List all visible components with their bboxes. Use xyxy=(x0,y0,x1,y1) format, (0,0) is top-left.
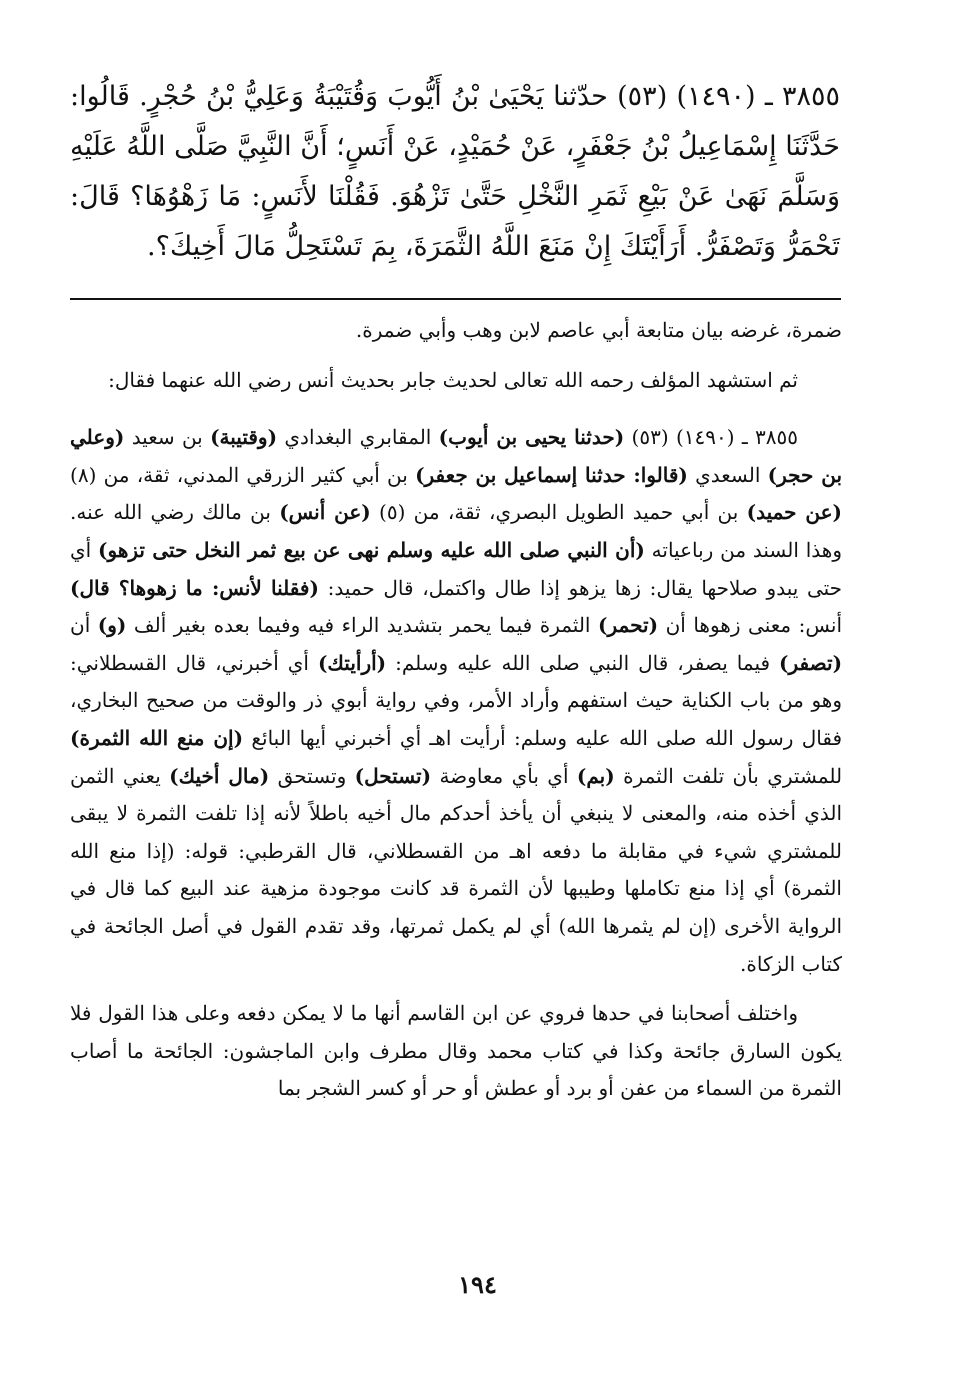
explanation-text: للمشتري بأن تلفت الثمرة xyxy=(623,763,843,788)
explanation-text: الثمرة فيما يحمر بتشديد الراء فيه وفيما بعده بغير ألف xyxy=(133,613,591,638)
explanation-text: بن أبي كثير الزرقي المدني، ثقة، من (٨) xyxy=(70,462,408,487)
quoted-text: (أن النبي صلى الله عليه وسلم نهى عن بيع ثمر النخل حتى تزهو) xyxy=(98,537,645,562)
hadith-text: ٣٨٥٥ ـ (١٤٩٠) (٥٣) حدّثنا يَحْيَىٰ بْنُ أَيُّوبَ وَقُتَيْبَةُ وَعَلِيُّ بْنُ حُجْرٍ. قَالُوا: حَدَّثَنَا إِسْمَاعِيلُ بْنُ جَعْفَرٍ، عَنْ حُمَيْدٍ، عَنْ أَنَسٍ؛ أَنَّ النَّبِيَّ صَلَّى اللَّهُ عَلَيْهِ وَسَلَّمَ نَهَىٰ عَنْ بَيْعِ ثَمَرِ النَّخْلِ حَتَّىٰ تَزْهُوَ. فَقُلْنَا لأَنَسٍ: مَا زَهْوُهَا؟ قَالَ: تَحْمَرُّ وَتَصْفَرُّ. أَرَأَيْتَكَ إِنْ مَنَعَ اللَّهُ الثَّمَرَةَ، بِمَ تَسْتَحِلُّ مَالَ أَخِيكَ؟. xyxy=(70,81,841,262)
quoted-text: (حدثنا يحيى بن أيوب) xyxy=(438,425,625,450)
commentary-paragraph-3 xyxy=(70,419,842,983)
explanation-text: المقابري البغدادي xyxy=(284,425,432,450)
explanation-text: السعدي xyxy=(695,462,761,487)
quoted-text: (وعلي بن حجر) xyxy=(70,425,843,487)
explanation-text: بن سعيد xyxy=(131,425,203,450)
hadith-number: ٣٨٥٥ ـ (١٤٩٠) (٥٣) xyxy=(631,425,799,450)
quoted-text: (و) xyxy=(97,613,127,638)
explanation-text: فيما يصفر، قال النبي صلى الله عليه وسلم: xyxy=(395,650,771,675)
footnote-divider xyxy=(70,298,841,300)
paragraph-4-text: واختلف أصحابنا في حدها فروي عن ابن القاسم أنها ما لا يمكن دفعه وعلى هذا القول فلا يكون السارق جائحة وكذا في كتاب محمد وقال مطرف وابن الماجشون: الجائحة ما أصاب الثمرة من السماء من عفن أو برد أو عطش أو حر أو كسر الشجر بما xyxy=(70,1001,842,1101)
commentary xyxy=(70,312,842,1108)
explanation-text: بن مالك رضي الله عنه. وهذا السند من رباعياته xyxy=(70,500,843,562)
quoted-text: (وقتيبة) xyxy=(210,425,278,450)
explanation-text: أي بأي معاوضة xyxy=(439,763,569,788)
quoted-text: (أرأيتك) xyxy=(317,650,387,675)
commentary-paragraph-1: ضمرة، غرضه بيان متابعة أبي عاصم لابن وهب وأبي ضمرة. xyxy=(355,318,842,342)
commentary-paragraph-2 xyxy=(70,362,842,400)
quoted-text: (إن منع الله الثمرة) xyxy=(70,725,244,750)
page-number: ١٩٤ xyxy=(458,1270,497,1299)
paragraph-2-text: ثم استشهد المؤلف رحمه الله تعالى لحديث جابر بحديث أنس رضي الله عنهما فقال: xyxy=(108,367,798,392)
quoted-text: (تحمر) xyxy=(598,613,659,638)
explanation-text: أي أخبرني، قال القسطلاني: وهو من باب الكناية حيث استفهم وأراد الأمر، وفي رواية أبوي ذر والوقت من صحيح البخاري، فقال رسول الله صلى الله عليه وسلم: أرأيت اهـ أي أخبرني أيها البائع xyxy=(70,650,843,750)
explanation-text: يعني الثمن الذي أخذه منه، والمعنى لا ينبغي أن يأخذ أحدكم مال أخيه باطلاً لأنه إذا تلفت الثمرة لا يبقى للمشتري شيء في مقابلة ما دفعه اهـ من القسطلاني، قال القرطبي: قوله: (إذا منع الله الثمرة) أي إذا منع تكاملها وطيبها لأن الثمرة قد كانت موجودة مزهية عند البيع كما قال في الرواية الأخرى (إن لم يثمرها الله) أي لم يكمل ثمرتها، وقد تقدم القول في أصل الجائحة في كتاب الزكاة. xyxy=(70,763,842,976)
explanation-text: أن xyxy=(70,613,91,638)
explanation-text: بن أبي حميد الطويل البصري، ثقة، من (٥) xyxy=(379,500,739,525)
explanation-text: أنس: معنى زهوها أن xyxy=(665,613,843,638)
quoted-text: (تصفر) xyxy=(779,650,843,675)
quoted-text: (عن حميد) xyxy=(746,500,843,525)
quoted-text: (تستحل) xyxy=(354,763,432,788)
quoted-text: (مال أخيك) xyxy=(169,763,270,788)
quoted-text: (فقلنا لأنس: ما زهوها؟ قال) xyxy=(70,575,319,600)
commentary-paragraph-4 xyxy=(70,995,842,1108)
quoted-text: (قالوا: حدثنا إسماعيل بن جعفر) xyxy=(415,462,688,487)
quoted-text: (بم) xyxy=(576,763,615,788)
quoted-text: (عن أنس) xyxy=(279,500,371,525)
explanation-text: وتستحق xyxy=(277,763,347,788)
explanation-text: أي حتى يبدو صلاحها يقال: زها يزهو إذا طال واكتمل، قال حميد: xyxy=(70,537,843,600)
